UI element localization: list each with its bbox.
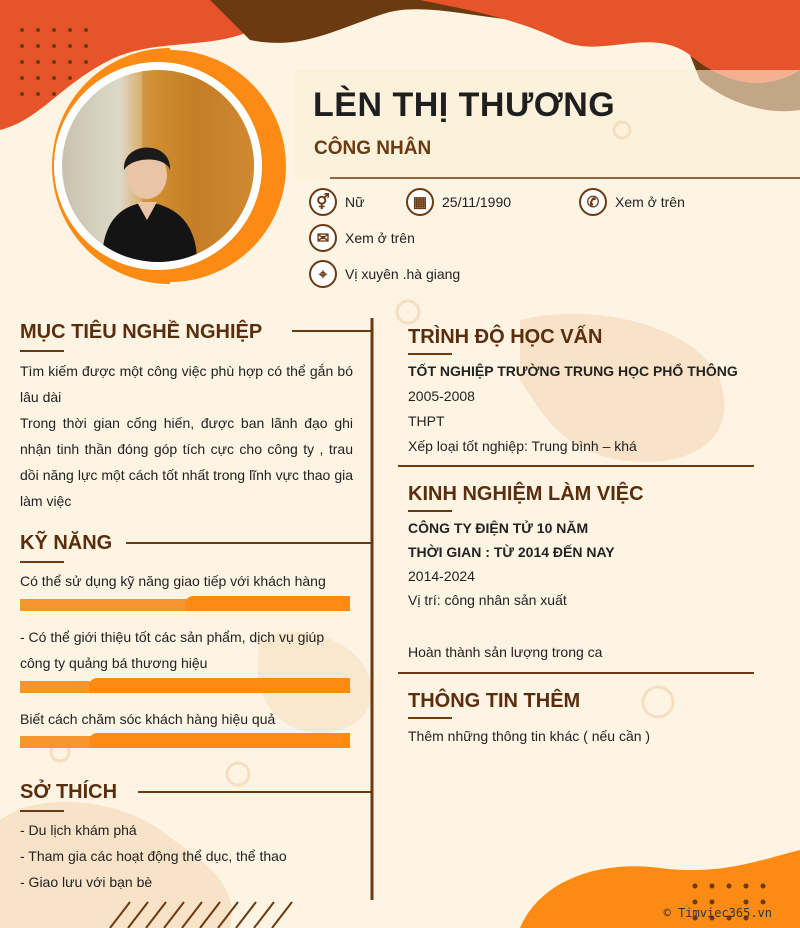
calendar-icon: ▦ bbox=[406, 188, 434, 216]
skill-bar-level bbox=[185, 596, 350, 611]
contact-address bbox=[309, 260, 460, 288]
education-block bbox=[408, 359, 778, 458]
skill-item: - Có thể giới thiệu tốt các sản phẩm, dịch vụ giúp công ty quảng bá thương hiệu bbox=[20, 629, 325, 671]
contact-phone bbox=[579, 188, 685, 216]
skill-item: Biết cách chăm sóc khách hàng hiệu quả bbox=[20, 711, 276, 727]
extra-underline bbox=[408, 717, 452, 719]
skills-rule bbox=[126, 542, 372, 544]
skills-title: KỸ NĂNG bbox=[20, 532, 113, 554]
education-title: TRÌNH ĐỘ HỌC VẤN bbox=[408, 326, 603, 348]
experience-underline bbox=[408, 510, 452, 512]
contact-gender bbox=[309, 188, 364, 216]
education-underline bbox=[408, 353, 452, 355]
hobbies-underline bbox=[20, 810, 64, 812]
skill-bar-level bbox=[89, 678, 350, 693]
contact-birthday bbox=[406, 188, 511, 216]
hobby-item: - Tham gia các hoạt động thể dục, thể thao bbox=[20, 848, 287, 864]
phone-value: Xem ở trên bbox=[615, 194, 685, 210]
objective-title: MỤC TIÊU NGHỀ NGHIỆP bbox=[20, 321, 263, 343]
objective-rule bbox=[292, 330, 372, 332]
mail-icon: ✉ bbox=[309, 224, 337, 252]
skills-underline bbox=[20, 561, 64, 563]
email-value: Xem ở trên bbox=[345, 230, 415, 246]
education-major: THPT bbox=[408, 413, 445, 429]
objective-line: Trong thời gian cống hiến, được ban lãnh đạo ghi nhận tinh thần đóng góp tích cực cho công ty , trau dồi năng lực một cách tốt nhất trong lĩnh vực thao gia làm việc bbox=[20, 415, 353, 509]
education-period: 2005-2008 bbox=[408, 388, 475, 404]
avatar-person-illustration bbox=[62, 70, 254, 262]
footer-copyright: © Timviec365.vn bbox=[663, 906, 772, 920]
experience-period: 2014-2024 bbox=[408, 568, 475, 584]
objective-line: Tìm kiếm được một công việc phù hợp có thể gắn bó lâu dài bbox=[20, 363, 353, 405]
gender-icon: ⚥ bbox=[309, 188, 337, 216]
hobbies-list bbox=[20, 817, 350, 895]
hobbies-title: SỞ THÍCH bbox=[20, 781, 118, 803]
education-school: TỐT NGHIỆP TRƯỜNG TRUNG HỌC PHỔ THÔNG bbox=[408, 363, 738, 379]
skill-item: Có thể sử dụng kỹ năng giao tiếp với khách hàng bbox=[20, 573, 326, 589]
skill-bar bbox=[20, 736, 350, 748]
contact-email bbox=[309, 224, 415, 252]
extra-text: Thêm những thông tin khác ( nếu cần ) bbox=[408, 728, 651, 744]
experience-achievement: Hoàn thành sản lượng trong ca bbox=[408, 644, 603, 660]
experience-role: Vị trí: công nhân sản xuất bbox=[408, 592, 567, 608]
education-rule bbox=[398, 465, 754, 467]
experience-block bbox=[408, 516, 778, 664]
candidate-name: LÈN THỊ THƯƠNG bbox=[313, 86, 616, 124]
experience-rule bbox=[398, 672, 754, 674]
address-value: Vị xuyên .hà giang bbox=[345, 266, 461, 282]
avatar bbox=[62, 70, 254, 262]
experience-title: KINH NGHIỆM LÀM VIỆC bbox=[408, 483, 644, 505]
skill-bar bbox=[20, 681, 350, 693]
skill-bar bbox=[20, 599, 350, 611]
gender-value: Nữ bbox=[345, 194, 365, 210]
birthday-value: 25/11/1990 bbox=[442, 194, 512, 210]
objective-text bbox=[20, 358, 353, 514]
education-grade: Xếp loại tốt nghiệp: Trung bình – khá bbox=[408, 438, 637, 454]
hobby-item: - Giao lưu với bạn bè bbox=[20, 874, 153, 890]
hobby-item: - Du lịch khám phá bbox=[20, 822, 137, 838]
experience-company: CÔNG TY ĐIỆN TỬ 10 NĂM bbox=[408, 520, 589, 536]
candidate-position: CÔNG NHÂN bbox=[314, 138, 432, 159]
skill-bar-level bbox=[89, 733, 350, 748]
experience-time: THỜI GIAN : TỪ 2014 ĐẾN NAY bbox=[408, 544, 615, 560]
objective-underline bbox=[20, 350, 64, 352]
location-icon: ⌖ bbox=[309, 260, 337, 288]
phone-icon: ✆ bbox=[579, 188, 607, 216]
hobbies-rule bbox=[138, 791, 372, 793]
extra-title: THÔNG TIN THÊM bbox=[408, 690, 581, 712]
